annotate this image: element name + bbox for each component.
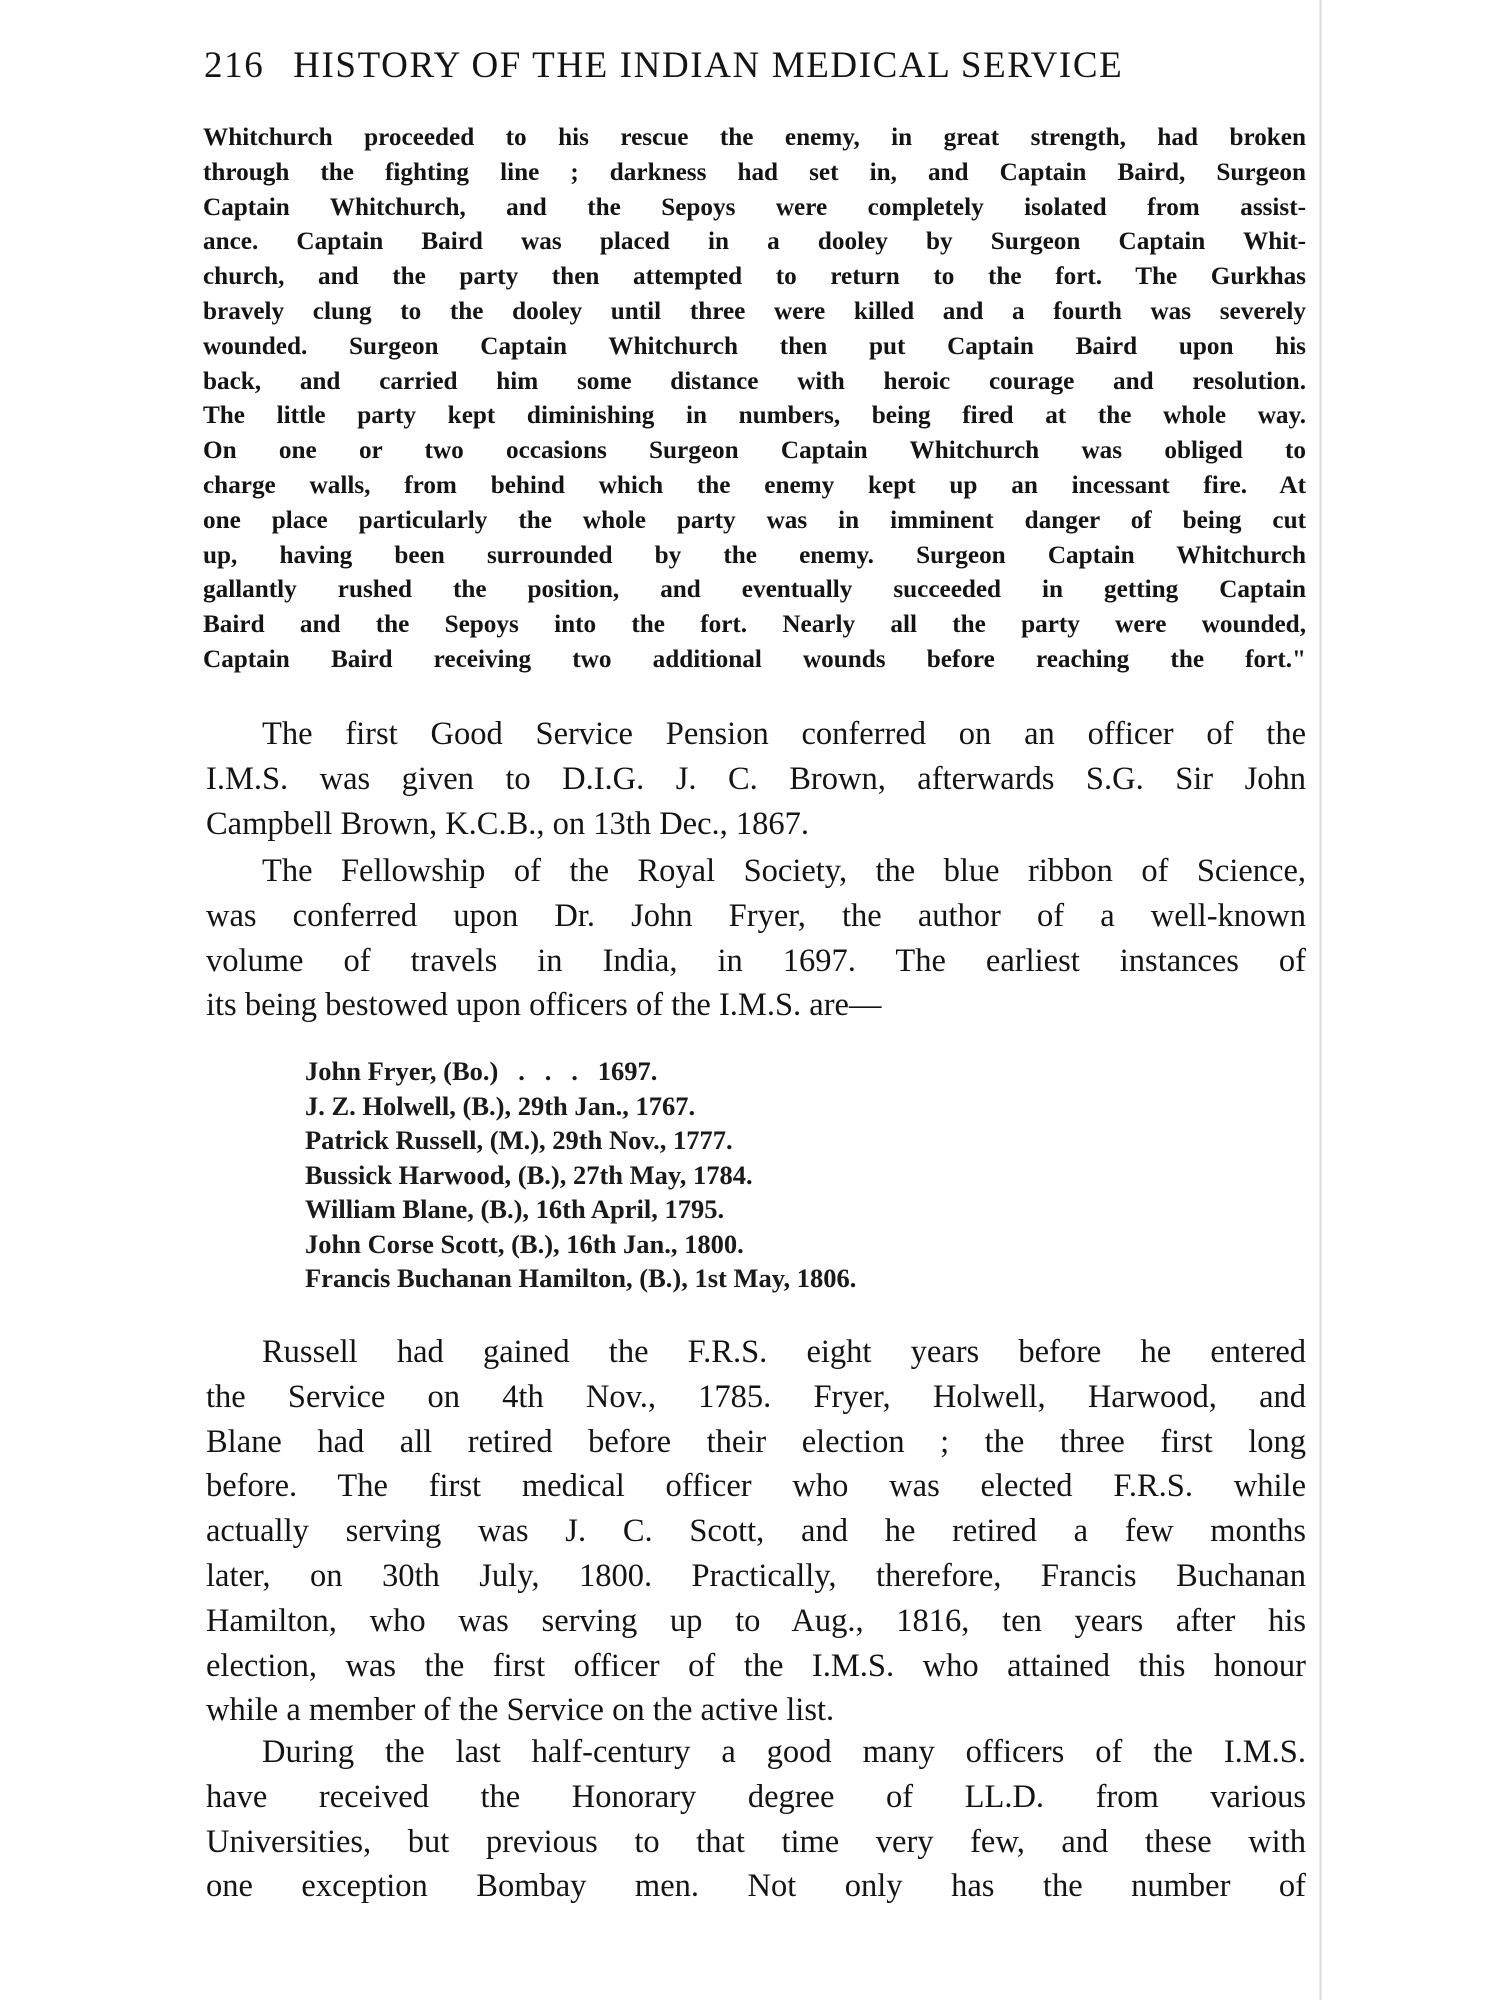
fellow-entry: Patrick Russell, (M.), 29th Nov., 1777.	[305, 1125, 733, 1155]
quote-line: Captain Baird receiving two additional wounds before reaching the fort."	[203, 645, 1306, 673]
paragraph-good-service-pension	[206, 712, 1306, 846]
running-header	[204, 44, 1304, 87]
quote-line: wounded. Surgeon Captain Whitchurch then put Captain Baird upon his	[203, 332, 1306, 360]
paragraph-line: The Fellowship of the Royal Society, the blue ribbon of Science,	[262, 853, 1306, 889]
quote-line: church, and the party then attempted to return to the fort. The Gurkhas	[203, 263, 1306, 291]
fellows-list	[305, 1054, 1205, 1296]
quoted-citation	[203, 121, 1306, 678]
paragraph-line: was conferred upon Dr. John Fryer, the author of a well-known	[206, 897, 1306, 934]
fellow-entry: Francis Buchanan Hamilton, (B.), 1st May, 1806.	[305, 1263, 857, 1293]
paragraph-line: Blane had all retired before their election ; the three first long	[206, 1423, 1306, 1460]
paragraph-line: have received the Honorary degree of LL.D. from various	[206, 1778, 1306, 1815]
quote-line: ance. Captain Baird was placed in a dooley by Surgeon Captain Whit-	[203, 228, 1306, 256]
quote-line: Baird and the Sepoys into the fort. Nearly all the party were wounded,	[203, 611, 1306, 639]
page-number: 216	[204, 45, 265, 86]
quote-line: bravely clung to the dooley until three were killed and a fourth was severely	[203, 297, 1306, 325]
paragraph-line: Hamilton, who was serving up to Aug., 1816, ten years after his	[206, 1602, 1306, 1639]
quote-line: Captain Whitchurch, and the Sepoys were completely isolated from assist-	[203, 193, 1306, 221]
fellow-entry: Bussick Harwood, (B.), 27th May, 1784.	[305, 1159, 753, 1190]
quote-line: up, having been surrounded by the enemy. Surgeon Captain Whitchurch	[203, 541, 1306, 569]
paragraph-line: before. The first medical officer who was elected F.R.S. while	[206, 1468, 1306, 1505]
fellow-entry: William Blane, (B.), 16th April, 1795.	[305, 1194, 725, 1224]
quote-line: On one or two occasions Surgeon Captain Whitchurch was obliged to	[203, 437, 1306, 465]
paragraph-line: I.M.S. was given to D.I.G. J. C. Brown, afterwards S.G. Sir John	[206, 760, 1306, 797]
quote-line: charge walls, from behind which the enemy kept up an incessant fire. At	[203, 471, 1306, 499]
paragraph-line: election, was the first officer of the I.M.S. who attained this honour	[206, 1647, 1306, 1684]
paragraph-line: Campbell Brown, K.C.B., on 13th Dec., 1867.	[206, 805, 810, 842]
fellow-entry: J. Z. Holwell, (B.), 29th Jan., 1767.	[305, 1090, 696, 1121]
paragraph-line: its being bestowed upon officers of the I.M.S. are—	[206, 987, 882, 1024]
quote-line: one place particularly the whole party was in imminent danger of being cut	[203, 506, 1306, 534]
paragraph-line: later, on 30th July, 1800. Practically, therefore, Francis Buchanan	[206, 1557, 1306, 1594]
fellow-entry: John Corse Scott, (B.), 16th Jan., 1800.	[305, 1228, 744, 1259]
paragraph-honorary-degrees	[206, 1730, 1306, 1909]
paragraph-line: The first Good Service Pension conferred on an officer of the	[262, 716, 1306, 752]
quote-line: through the fighting line ; darkness had set in, and Captain Baird, Surgeon	[203, 158, 1306, 186]
page-gutter-shadow	[1319, 0, 1322, 2000]
fellow-entry: John Fryer, (Bo.) . . . 1697.	[305, 1056, 658, 1086]
quote-line: back, and carried him some distance with heroic courage and resolution.	[203, 367, 1306, 395]
paragraph-line: actually serving was J. C. Scott, and he retired a few months	[206, 1513, 1306, 1550]
quote-line: gallantly rushed the position, and eventually succeeded in getting Captain	[203, 576, 1306, 604]
paragraph-line: volume of travels in India, in 1697. The earliest instances of	[206, 942, 1306, 979]
paragraph-line: one exception Bombay men. Not only has the number of	[206, 1868, 1306, 1905]
paragraph-line: while a member of the Service on the active list.	[206, 1692, 835, 1729]
paragraph-frs-history	[206, 1330, 1306, 1733]
quote-line: Whitchurch proceeded to his rescue the enemy, in great strength, had broken	[203, 124, 1306, 151]
paragraph-line: the Service on 4th Nov., 1785. Fryer, Holwell, Harwood, and	[206, 1378, 1306, 1415]
paragraph-line: Universities, but previous to that time very few, and these with	[206, 1823, 1306, 1860]
paragraph-royal-society	[206, 849, 1306, 1028]
paragraph-line: During the last half-century a good many officers of the I.M.S.	[262, 1734, 1306, 1770]
running-title: HISTORY OF THE INDIAN MEDICAL SERVICE	[293, 45, 1124, 86]
quote-line: The little party kept diminishing in numbers, being fired at the whole way.	[203, 402, 1306, 430]
paragraph-line: Russell had gained the F.R.S. eight years before he entered	[262, 1334, 1306, 1370]
